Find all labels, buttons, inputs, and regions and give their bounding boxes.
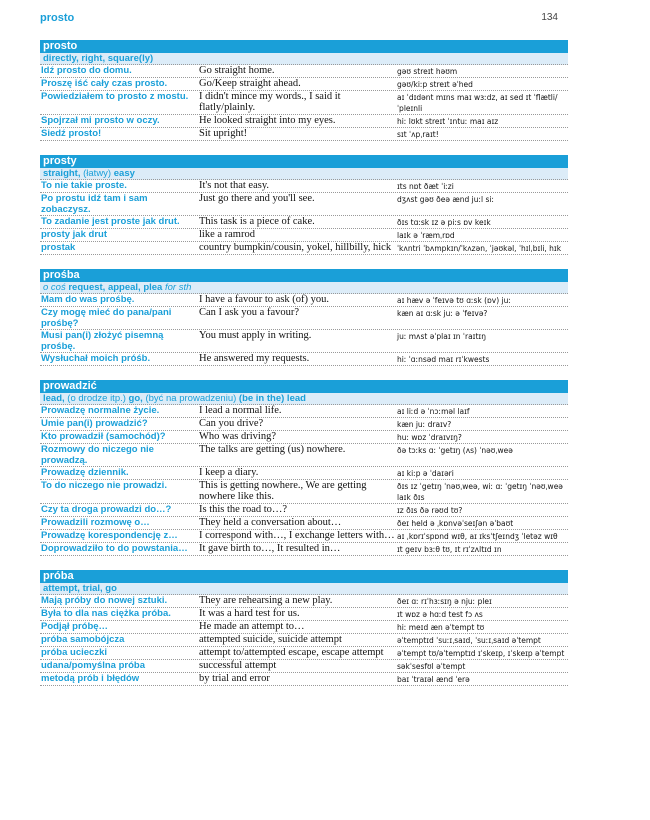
- entry-section: [40, 40, 568, 141]
- entry-translation: [40, 53, 568, 65]
- polish-phrase: próba samobójcza: [41, 634, 125, 645]
- phonetic-transcription: aɪ ˈdɪdənt mɪns maɪ wɜːdz, aɪ sed ɪt ˈflætli/ˈpleɪnli: [397, 93, 558, 113]
- phonetic-transcription: kæn juː draɪv?: [397, 420, 452, 429]
- phrase-row: [40, 431, 568, 444]
- phonetic-transcription: huː wɒz ˈdraɪvɪŋ?: [397, 433, 462, 442]
- phonetic-transcription: ðeɪ ɑː rɪˈhɜːsɪŋ ə njuː pleɪ: [397, 597, 492, 606]
- phrase-row: [40, 78, 568, 91]
- english-translation: Go/Keep straight ahead.: [199, 78, 301, 89]
- phrase-row: [40, 595, 568, 608]
- translation-part: go,: [128, 393, 146, 404]
- phonetic-transcription: ˈkʌntri ˈbʌmpkɪn/ˈkʌzən, ˈjəʊkəl, ˈhɪlˌbɪli, hɪk: [397, 244, 562, 253]
- phrase-row: [40, 307, 568, 330]
- entry-headword: prośba: [40, 269, 568, 282]
- polish-phrase: Powiedziałem to prosto z mostu.: [41, 91, 189, 102]
- entry-headword: prosty: [40, 155, 568, 168]
- phrase-row: [40, 673, 568, 686]
- entry-translation: [40, 393, 568, 405]
- phrase-row: [40, 660, 568, 673]
- phonetic-transcription: aɪ liːd ə ˈnɔːməl laɪf: [397, 407, 470, 416]
- english-translation: He answered my requests.: [199, 353, 310, 364]
- phrase-row: [40, 647, 568, 660]
- phonetic-transcription: ɪt geɪv bɜːθ tʊ, ɪt rɪˈzʌltɪd ɪn: [397, 545, 502, 554]
- polish-phrase: próba ucieczki: [41, 647, 107, 658]
- polish-phrase: Prowadzę normalne życie.: [41, 405, 160, 416]
- polish-phrase: Wysłuchał moich próśb.: [41, 353, 151, 364]
- english-translation: Can I ask you a favour?: [199, 307, 300, 318]
- phonetic-transcription: gəʊ streɪt həʊm: [397, 67, 458, 76]
- translation-part: (o drodze itp.): [67, 393, 129, 404]
- phonetic-transcription: hiː meɪd æn əˈtempt tʊ: [397, 623, 485, 632]
- english-translation: It's not that easy.: [199, 180, 270, 191]
- dictionary-content: [40, 40, 568, 700]
- polish-phrase: To do niczego nie prowadzi.: [41, 480, 167, 491]
- phonetic-transcription: gəʊ/kiːp streɪt əˈhed: [397, 80, 473, 89]
- phonetic-transcription: dʒʌst gəʊ ðeə ænd juːl siː: [397, 195, 494, 204]
- polish-phrase: Po prostu idź tam i sam zobaczysz.: [41, 193, 148, 215]
- phrase-row: [40, 242, 568, 255]
- english-translation: by trial and error: [199, 673, 270, 684]
- phrase-row: [40, 294, 568, 307]
- page-header: [40, 12, 558, 28]
- polish-phrase: Czy ta droga prowadzi do…?: [41, 504, 172, 515]
- translation-part: (być na prowadzeniu): [145, 393, 239, 404]
- phrase-row: [40, 128, 568, 141]
- entry-headword: prowadzić: [40, 380, 568, 393]
- polish-phrase: prostak: [41, 242, 76, 253]
- translation-part: request, appeal, plea: [68, 282, 165, 293]
- english-translation: attempt to/attempted escape, escape attempt: [199, 647, 384, 658]
- english-translation: like a ramrod: [199, 229, 255, 240]
- english-translation: Go straight home.: [199, 65, 275, 76]
- phonetic-transcription: əˈtempt tʊ/əˈtemptɪd ɪˈskeɪp, ɪˈskeɪp əˈtempt: [397, 649, 565, 658]
- english-translation: He looked straight into my eyes.: [199, 115, 336, 126]
- entry-section: [40, 269, 568, 366]
- english-translation: I correspond with…, I exchange letters with…: [199, 530, 395, 541]
- phrase-row: [40, 193, 568, 216]
- polish-phrase: Doprowadziło to do powstania…: [41, 543, 188, 554]
- english-translation: I have a favour to ask (of) you.: [199, 294, 330, 305]
- phrase-row: [40, 229, 568, 242]
- phrase-row: [40, 216, 568, 229]
- entry-translation: [40, 282, 568, 294]
- translation-part: lead,: [43, 393, 68, 404]
- entry-section: [40, 570, 568, 686]
- phonetic-transcription: laɪk ə ˈræmˌrɒd: [397, 231, 455, 240]
- phrase-row: [40, 467, 568, 480]
- polish-phrase: Kto prowadził (samochód)?: [41, 431, 166, 442]
- phonetic-transcription: ðɪs tɑːsk ɪz ə piːs ɒv keɪk: [397, 218, 491, 227]
- translation-part: for sth: [164, 282, 192, 293]
- phonetic-transcription: hiː ˈɑːnsəd maɪ rɪˈkwests: [397, 355, 490, 364]
- polish-phrase: Prowadzę korespondencję z…: [41, 530, 178, 541]
- phonetic-transcription: ðeɪ held ə ˌkɒnvəˈseɪʃən əˈbaʊt: [397, 519, 514, 528]
- polish-phrase: Prowadzę dziennik.: [41, 467, 129, 478]
- english-translation: They held a conversation about…: [199, 517, 342, 528]
- phrase-row: [40, 634, 568, 647]
- translation-part: (łatwy): [83, 168, 114, 179]
- polish-phrase: Idź prosto do domu.: [41, 65, 132, 76]
- entry-translation: [40, 168, 568, 180]
- translation-part: (be in the) lead: [238, 393, 306, 404]
- phonetic-transcription: aɪ kiːp ə ˈdaɪəri: [397, 469, 454, 478]
- phonetic-transcription: aɪ ˌkɒrɪˈspɒnd wɪθ, aɪ ɪksˈtʃeɪndʒ ˈletəz wɪθ: [397, 532, 558, 541]
- phrase-row: [40, 621, 568, 634]
- polish-phrase: metodą prób i błędów: [41, 673, 140, 684]
- phonetic-transcription: ðə tɔːks ɑː ˈgetɪŋ (ʌs) ˈnəʊˌweə: [397, 446, 513, 455]
- english-translation: This task is a piece of cake.: [199, 216, 315, 227]
- page-number: 134: [541, 12, 558, 23]
- polish-phrase: Siedź prosto!: [41, 128, 102, 139]
- entry-headword: próba: [40, 570, 568, 583]
- phrase-row: [40, 517, 568, 530]
- english-translation: I didn't mince my words., I said it flatly/plainly.: [199, 91, 341, 113]
- english-translation: You must apply in writing.: [199, 330, 312, 341]
- english-translation: They are rehearsing a new play.: [199, 595, 333, 606]
- english-translation: I keep a diary.: [199, 467, 259, 478]
- english-translation: Can you drive?: [199, 418, 264, 429]
- polish-phrase: Była to dla nas ciężka próba.: [41, 608, 171, 619]
- english-translation: He made an attempt to…: [199, 621, 305, 632]
- translation-part: easy: [113, 168, 135, 179]
- phrase-row: [40, 65, 568, 78]
- polish-phrase: Proszę iść cały czas prosto.: [41, 78, 168, 89]
- polish-phrase: To zadanie jest proste jak drut.: [41, 216, 180, 227]
- phonetic-transcription: əˈtemptɪd ˈsuːɪˌsaɪd, ˈsuːɪˌsaɪd əˈtempt: [397, 636, 541, 645]
- entry-translation: [40, 583, 568, 595]
- phrase-row: [40, 353, 568, 366]
- phrase-row: [40, 530, 568, 543]
- polish-phrase: Umie pan(i) prowadzić?: [41, 418, 148, 429]
- phrase-row: [40, 480, 568, 504]
- entry-section: [40, 155, 568, 255]
- polish-phrase: Rozmowy do niczego nie prowadzą.: [41, 444, 154, 466]
- english-translation: It was a hard test for us.: [199, 608, 300, 619]
- english-translation: The talks are getting (us) nowhere.: [199, 444, 346, 455]
- running-head-word: prosto: [40, 12, 75, 24]
- phonetic-transcription: aɪ hæv ə ˈfeɪvə tʊ ɑːsk (ɒv) juː: [397, 296, 511, 305]
- english-translation: Sit upright!: [199, 128, 248, 139]
- phrase-row: [40, 543, 568, 556]
- translation-part: straight,: [43, 168, 84, 179]
- phrase-row: [40, 180, 568, 193]
- polish-phrase: Mam do was prośbę.: [41, 294, 135, 305]
- english-translation: This is getting nowhere., We are getting nowhere like this.: [199, 480, 367, 502]
- phonetic-transcription: ɪts nɒt ðæt ˈiːzi: [397, 182, 454, 191]
- english-translation: successful attempt: [199, 660, 277, 671]
- polish-phrase: Spojrzał mi prosto w oczy.: [41, 115, 160, 126]
- phrase-row: [40, 405, 568, 418]
- phonetic-transcription: kæn aɪ ɑːsk juː ə ˈfeɪvə?: [397, 309, 488, 318]
- phonetic-transcription: baɪ ˈtraɪəl ænd ˈerə: [397, 675, 470, 684]
- phrase-row: [40, 504, 568, 517]
- polish-phrase: Musi pan(i) złożyć pisemną prośbę.: [41, 330, 164, 352]
- english-translation: Just go there and you'll see.: [199, 193, 315, 204]
- polish-phrase: Czy mogę mieć do pana/pani prośbę?: [41, 307, 172, 329]
- english-translation: attempted suicide, suicide attempt: [199, 634, 342, 645]
- translation-part: o coś: [43, 282, 69, 293]
- polish-phrase: Mają próby do nowej sztuki.: [41, 595, 168, 606]
- phonetic-transcription: ɪz ðɪs ðə rəʊd tʊ?: [397, 506, 463, 515]
- phrase-row: [40, 444, 568, 467]
- polish-phrase: prosty jak drut: [41, 229, 107, 240]
- phonetic-transcription: səkˈsesfʊl əˈtempt: [397, 662, 466, 671]
- phonetic-transcription: ɪt wɒz ə hɑːd test fɔ ʌs: [397, 610, 483, 619]
- english-translation: I lead a normal life.: [199, 405, 282, 416]
- entry-headword: prosto: [40, 40, 568, 53]
- english-translation: country bumpkin/cousin, yokel, hillbilly, hick: [199, 242, 392, 253]
- english-translation: Is this the road to…?: [199, 504, 288, 515]
- phrase-row: [40, 91, 568, 115]
- polish-phrase: Podjął próbę…: [41, 621, 109, 632]
- polish-phrase: To nie takie proste.: [41, 180, 127, 191]
- phonetic-transcription: juː mʌst əˈplaɪ ɪn ˈraɪtɪŋ: [397, 332, 486, 341]
- phonetic-transcription: hiː lʊkt streɪt ˈɪntuː maɪ aɪz: [397, 117, 499, 126]
- english-translation: Who was driving?: [199, 431, 276, 442]
- polish-phrase: Prowadzili rozmowę o…: [41, 517, 150, 528]
- english-translation: It gave birth to…, It resulted in…: [199, 543, 341, 554]
- entry-section: [40, 380, 568, 556]
- phonetic-transcription: sɪt ˈʌpˌraɪt!: [397, 130, 439, 139]
- phrase-row: [40, 330, 568, 353]
- translation-part: attempt, trial, go: [43, 583, 117, 594]
- phonetic-transcription: ðɪs ɪz ˈgetɪŋ ˈnəʊˌweə, wiː ɑː ˈgetɪŋ ˈnəʊˌweə laɪk ðɪs: [397, 482, 563, 502]
- phrase-row: [40, 608, 568, 621]
- phrase-row: [40, 418, 568, 431]
- phrase-row: [40, 115, 568, 128]
- polish-phrase: udana/pomyślna próba: [41, 660, 145, 671]
- translation-part: directly, right, square(ly): [43, 53, 154, 64]
